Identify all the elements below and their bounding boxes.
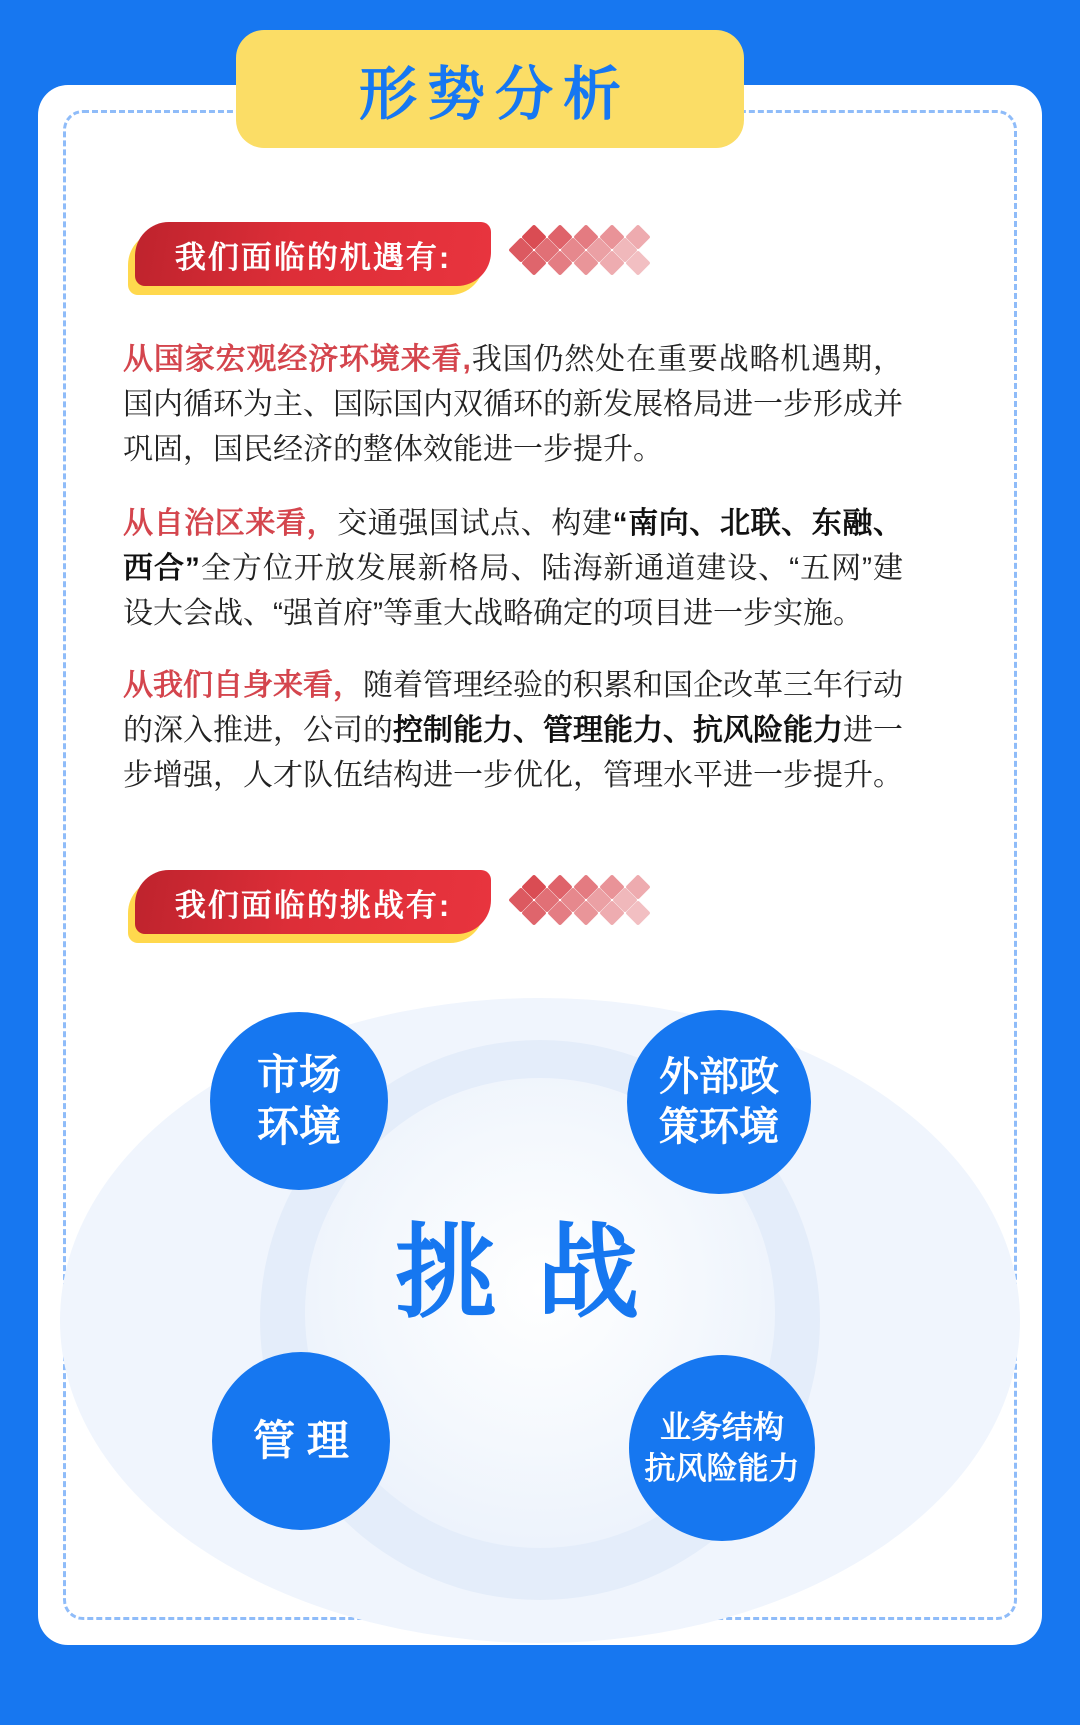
text-segment: 从我们自身来看， [123, 669, 363, 702]
challenges-ribbon-label: 我们面临的挑战有: [174, 887, 452, 923]
bubble-label-line: 市场 [256, 1051, 341, 1098]
bubble-external-policy-environment [627, 1010, 811, 1194]
text-segment: 全方位开放发展新格局、陆海新通道建设、“五网”建设大会战、“强首府”等重大战略确定的项目进一步实施。 [123, 552, 904, 630]
text-segment: 随着管理经验的积累和国企改革三年行动的深入推进，公司的 [123, 669, 903, 747]
opportunities-ribbon-label: 我们面临的机遇有: [174, 239, 452, 275]
text-segment: 我国仍然处在重要战略机遇期，国内循环为主、国际国内双循环的新发展格局进一步形成并巩固，国民经济的整体效能进一步提升。 [123, 343, 904, 466]
bubble-label-line: 抗风险能力 [644, 1451, 800, 1486]
text-segment: 从国家宏观经济环境来看, [123, 343, 471, 376]
paragraph-autonomous-region [123, 501, 903, 636]
page-title: 形势分析 [358, 62, 631, 127]
ribbon-face [135, 870, 491, 934]
bubble-business-structure [629, 1355, 815, 1541]
bubble-label-line: 外部政 [659, 1055, 779, 1099]
diamond-pattern [512, 228, 648, 274]
paragraph-macro-economy [123, 337, 903, 472]
bubble-label-line: 策环境 [659, 1105, 779, 1149]
text-segment: 进一步增强，人才队伍结构进一步优化，管理水平进一步提升。 [123, 714, 903, 792]
challenge-center-label: 挑 战 [394, 1216, 646, 1330]
bubble-management [212, 1352, 390, 1530]
bubble-label-line: 环境 [256, 1103, 341, 1150]
challenges-ribbon [135, 870, 491, 934]
bubble-label-line: 管 理 [253, 1417, 349, 1464]
page-title-badge [236, 30, 744, 148]
ribbon-face [135, 222, 491, 286]
text-segment: 控制能力、管理能力、抗风险能力 [393, 714, 843, 747]
diamond-pattern [512, 878, 648, 924]
opportunities-ribbon [135, 222, 491, 286]
bubble-market-environment [210, 1012, 388, 1190]
bubble-label-line: 业务结构 [660, 1410, 784, 1445]
text-segment: 交通强国试点、构建 [337, 507, 613, 540]
paragraph-ourselves [123, 663, 903, 798]
text-segment: 从自治区来看， [123, 507, 338, 540]
text-segment: “南向、北联、东融、西合” [123, 507, 904, 585]
